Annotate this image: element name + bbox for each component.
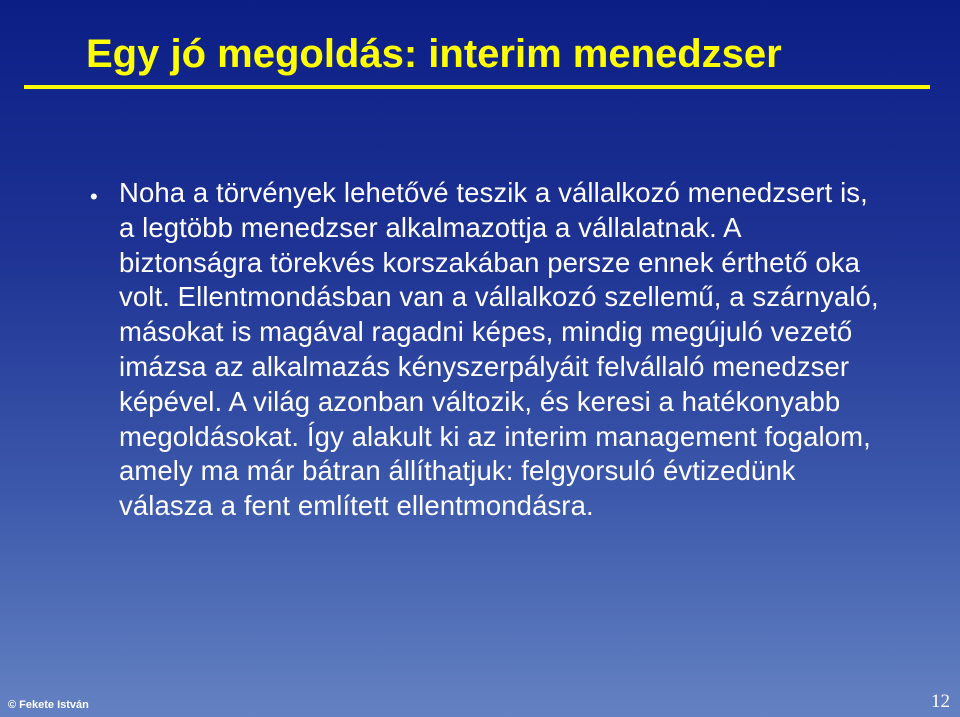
page-number: 12 [931,691,950,712]
slide-title: Egy jó megoldás: interim menedzser [86,32,782,76]
bullet-marker: • [90,184,98,209]
bullet-text: Noha a törvények lehetővé teszik a vállalkozó menedzsert is, a legtöbb menedzser alkalmazottja a vállalatnak. A biztonságra törekvés korszakában persze ennek érthető oka volt. Ellentmondásban van a vállalkozó szellemű, a szárnyaló, másokat is magával ragadni képes, mindig megújuló vezető imázsa az alkalmazás kényszerpályáit felvállaló menedzser képével. A világ azonban változik, és keresi a hatékonyabb megoldásokat. Így alakult ki az interim management fogalom, amely ma már bátran állíthatjuk: felgyorsuló évtizedünk válasza a fent említett ellentmondásra. [119,177,879,522]
title-underline [24,85,930,89]
footer-author: © Fekete István [8,699,89,711]
bullet-item [90,176,890,524]
